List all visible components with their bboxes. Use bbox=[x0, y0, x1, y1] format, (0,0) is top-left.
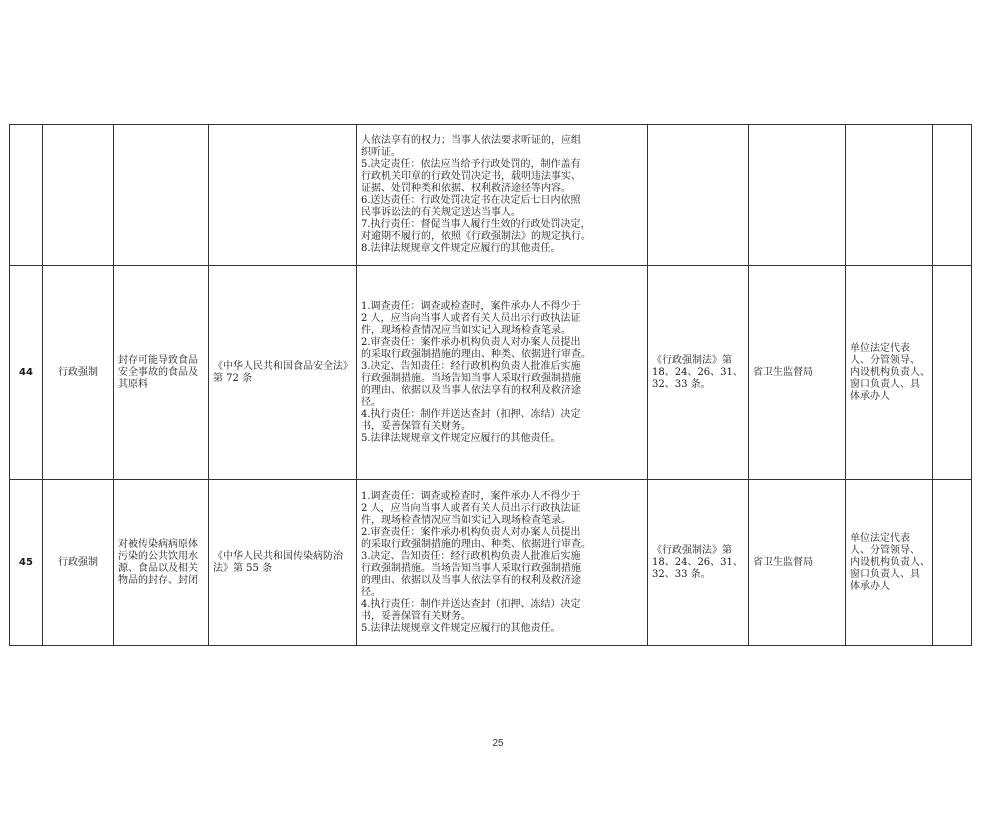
row-number: 44 bbox=[10, 266, 43, 480]
duty-line: 件，现场检查情况应当如实记入现场检查笔录。 bbox=[361, 514, 571, 526]
legal-basis bbox=[209, 125, 357, 266]
duty-line: 2 人，应当向当事人或者有关人员出示行政执法证 bbox=[361, 502, 581, 514]
row-number bbox=[10, 125, 43, 266]
duty-line: 6.送达责任：行政处罚决定书在决定后七日内依照 bbox=[361, 195, 581, 206]
remark bbox=[933, 266, 972, 480]
page-number: 25 bbox=[492, 738, 504, 749]
duty-line: 径。 bbox=[361, 396, 381, 408]
power-item: 对被传染病病原体污染的公共饮用水源、食品以及相关物品的封存、封闭 bbox=[114, 480, 209, 646]
duty-line: 书，妥善保管有关财务。 bbox=[361, 420, 471, 432]
legal-basis: 《中华人民共和国食品安全法》 第 72 条 bbox=[209, 266, 357, 480]
remark bbox=[933, 125, 972, 266]
duty-line: 行政强制措施。当场告知当事人采取行政强制措施 bbox=[361, 562, 581, 574]
duty-line: 5.法律法规规章文件规定应履行的其他责任。 bbox=[361, 432, 561, 444]
duty-line: 5.决定责任：依法应当给予行政处罚的，制作盖有 bbox=[361, 159, 581, 170]
duty-content bbox=[357, 480, 648, 646]
duty-line: 3.决定、告知责任：经行政机构负责人批准后实施 bbox=[361, 360, 581, 372]
duty-basis bbox=[648, 125, 749, 266]
duty-line: 2 人，应当向当事人或者有关人员出示行政执法证 bbox=[361, 312, 581, 324]
duty-line: 证据、处罚种类和依据、权利救济途径等内容。 bbox=[361, 183, 571, 194]
duty-line: 5.法律法规规章文件规定应履行的其他责任。 bbox=[361, 622, 561, 634]
responsible-department: 省卫生监督局 bbox=[749, 480, 846, 646]
responsible-department bbox=[749, 125, 846, 266]
duty-content bbox=[357, 125, 648, 266]
responsible-persons: 单位法定代表人、分管领导、内设机构负责人、 窗口负责人、具体承办人 bbox=[846, 266, 933, 480]
duty-line: 人依法享有的权力；当事人依法要求听证的，应组 bbox=[361, 135, 581, 146]
duty-line: 3.决定、告知责任：经行政机构负责人批准后实施 bbox=[361, 550, 581, 562]
legal-basis: 《中华人民共和国传染病防治法》第 55 条 bbox=[209, 480, 357, 646]
duty-line: 书，妥善保管有关财务。 bbox=[361, 610, 471, 622]
duty-line: 2.审查责任：案件承办机构负责人对办案人员提出 bbox=[361, 336, 581, 348]
remark bbox=[933, 480, 972, 646]
row-number: 45 bbox=[10, 480, 43, 646]
duty-line: 民事诉讼法的有关规定送达当事人。 bbox=[361, 207, 521, 218]
responsible-department: 省卫生监督局 bbox=[749, 266, 846, 480]
duty-line: 行政强制措施。当场告知当事人采取行政强制措施 bbox=[361, 372, 581, 384]
power-item: 封存可能导致食品安全事故的食品及其原料 bbox=[114, 266, 209, 480]
power-item bbox=[114, 125, 209, 266]
table-row bbox=[10, 480, 972, 646]
table-row bbox=[10, 125, 972, 266]
duty-line: 8.法律法规规章文件规定应履行的其他责任。 bbox=[361, 243, 561, 254]
duty-line: 7.执行责任：督促当事人履行生效的行政处罚决定， bbox=[361, 219, 591, 230]
duty-line: 1.调查责任：调查或检查时，案件承办人不得少于 bbox=[361, 490, 581, 502]
duty-basis: 《行政强制法》第 18、24、26、31、32、33 条。 bbox=[648, 480, 749, 646]
duty-line: 1.调查责任：调查或检查时，案件承办人不得少于 bbox=[361, 300, 581, 312]
duty-line: 4.执行责任：制作并送达查封（扣押、冻结）决定 bbox=[361, 408, 581, 420]
duty-line: 的理由、依据以及当事人依法享有的权利及救济途 bbox=[361, 384, 581, 396]
duty-line: 件，现场检查情况应当如实记入现场检查笔录。 bbox=[361, 324, 571, 336]
duty-line: 径。 bbox=[361, 586, 381, 598]
power-category bbox=[43, 125, 114, 266]
duty-line: 行政机关印章的行政处罚决定书，载明违法事实、 bbox=[361, 171, 581, 182]
power-category: 行政强制 bbox=[43, 266, 114, 480]
duty-content bbox=[357, 266, 648, 480]
table-row bbox=[10, 266, 972, 480]
responsibility-table bbox=[9, 124, 972, 646]
duty-line: 的采取行政强制措施的理由、种类、依据进行审查。 bbox=[361, 348, 591, 360]
power-category: 行政强制 bbox=[43, 480, 114, 646]
duty-line: 的采取行政强制措施的理由、种类、依据进行审查。 bbox=[361, 538, 591, 550]
duty-basis: 《行政强制法》第 18、24、26、31、32、33 条。 bbox=[648, 266, 749, 480]
responsible-persons: 单位法定代表人、分管领导、内设机构负责人、 窗口负责人、具体承办人 bbox=[846, 480, 933, 646]
duty-line: 织听证。 bbox=[361, 147, 401, 158]
duty-line: 的理由、依据以及当事人依法享有的权利及救济途 bbox=[361, 574, 581, 586]
duty-line: 2.审查责任：案件承办机构负责人对办案人员提出 bbox=[361, 526, 581, 538]
responsible-persons bbox=[846, 125, 933, 266]
duty-line: 4.执行责任：制作并送达查封（扣押、冻结）决定 bbox=[361, 598, 581, 610]
duty-line: 对逾期不履行的，依照《行政强制法》的规定执行。 bbox=[361, 231, 591, 242]
